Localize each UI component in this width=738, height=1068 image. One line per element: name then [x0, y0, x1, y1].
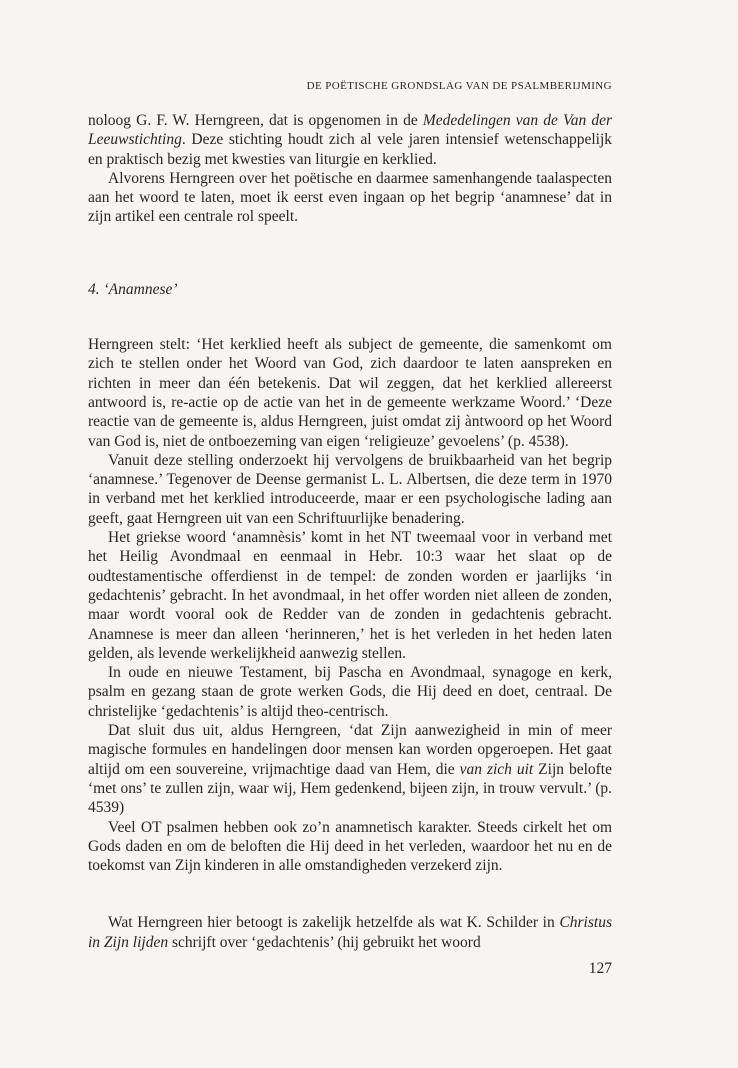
- text-span: Dat sluit dus uit, aldus Herngreen, ‘dat Zijn aanwezigheid in min of meer magische formules en handelingen door mensen kan worden opgeroepen. Het gaat altijd om een souvereine, vrijmachtige daad van Hem, die: [88, 722, 612, 778]
- paragraph: Veel OT psalmen hebben ook zo’n anamnetisch karakter. Steeds cirkelt het om Gods daden en om de beloften die Hij deed in het verleden, waardoor het nu en de toekomst van Zijn kinderen in alle omstandigheden verzekerd zijn.: [88, 818, 612, 875]
- italic-title: Mededelingen van de Van der Leeuwstichting: [88, 112, 612, 149]
- page-number: 127: [588, 960, 612, 977]
- paragraph: Het griekse woord ‘anamnèsis’ komt in het NT tweemaal voor in verband met het Heilig Avondmaal en eenmaal in Hebr. 10:3 waar het slaat op de oudtestamentische offerdienst in de tempel: de zonden worden er jaarlijks ‘in gedachtenis’ gebracht. In het avondmaal, in het offer worden niet alleen de zonden, maar wordt vooral ook de Redder van de zonden in gedachtenis gebracht. Anamnese is meer dan alleen ‘herinneren,’ het is het verleden in het heden laten gelden, als levende werkelijkheid aanwezig stellen.: [88, 529, 612, 662]
- text-span: . Deze stichting houdt zich al vele jaren intensief wetenschappelijk en praktisch bezig met kwesties van liturgie en kerklied.: [88, 131, 612, 168]
- text-span: Zijn belofte ‘met ons’ te zullen zijn, waar wij, Hem gedenkend, bijeen zijn, in trouw vervult.’ (p. 4539): [88, 760, 612, 817]
- paragraph: [88, 111, 612, 169]
- paragraph: [88, 913, 612, 952]
- paragraph: Herngreen stelt: ‘Het kerklied heeft als subject de gemeente, die samenkomt om zich te stellen onder het Woord van God, zich daardoor te laten aanspreken en richten in meer dan één betekenis. Dat wil zeggen, dat het kerklied allereerst antwoord is, re-actie op de actie van het in de gemeente werkzame Woord.’ ‘Deze reactie van de gemeente is, aldus Herngreen, juist omdat zij àntwoord op het Woord van God is, niet de ontboezeming van eigen ‘religieuze’ gevoelens’ (p. 4538).: [88, 336, 612, 450]
- text-span: Wat Herngreen hier betoogt is zakelijk hetzelfde als wat K. Schilder in: [108, 914, 560, 932]
- text-span: noloog G. F. W. Herngreen, dat is opgenomen in de: [88, 112, 423, 129]
- text-span: schrijft over ‘gedachtenis’ (hij gebruikt het woord: [168, 933, 481, 951]
- body-text: [88, 111, 612, 952]
- paragraph: Alvorens Herngreen over het poëtische en daarmee samenhangende taalaspecten aan het woord te laten, moet ik eerst even ingaan op het begrip ‘anamnese’ dat in zijn artikel een centrale rol speelt.: [88, 169, 612, 226]
- paragraph: [88, 721, 612, 817]
- italic-phrase: van zich uit: [459, 760, 534, 778]
- section-heading: 4. ‘Anamnese’: [88, 280, 178, 298]
- paragraph: Vanuit deze stelling onderzoekt hij vervolgens de bruikbaarheid van het begrip ‘anamnese.’ Tegenover de Deense germanist L. L. Albertsen, die deze term in 1970 in verband met het kerklied introduceerde, maar er een psychologische lading aan geeft, gaat Herngreen uit van een Schriftuurlijke benadering.: [88, 451, 612, 527]
- italic-title: Christus in Zijn lijden: [88, 914, 612, 951]
- paragraph: In oude en nieuwe Testament, bij Pascha en Avondmaal, synagoge en kerk, psalm en gezang staan de grote werken Gods, die Hij deed en doet, centraal. De christelijke ‘gedachtenis’ is altijd theo-centrisch.: [88, 664, 612, 720]
- running-head: DE POËTISCHE GRONDSLAG VAN DE PSALMBERIJMING: [306, 80, 612, 92]
